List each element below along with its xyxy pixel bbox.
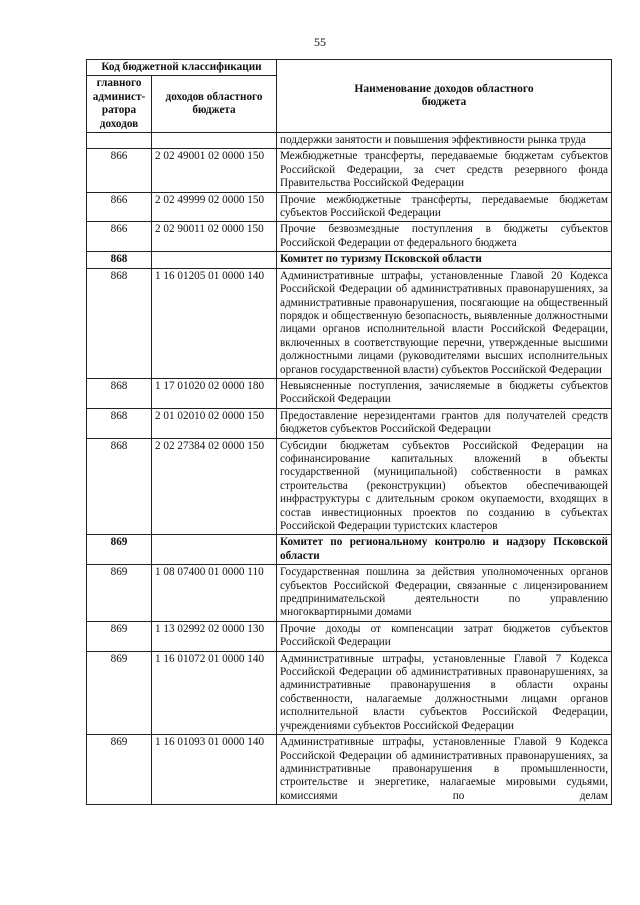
table-row [87,535,612,565]
admin-code-cell: 868 [87,378,152,408]
admin-code-cell: 866 [87,222,152,252]
income-name-cell: Административные штрафы, установленные Главой 9 Кодекса Российской Федерации об административных правонарушениях, за административные правонарушения в промышленности, строительстве и энергетике, налагаемые мировыми судьями, комиссиями по делам [277,735,612,805]
table-row [87,149,612,192]
income-name-cell: Государственная пошлина за действия уполномоченных органов субъектов Российской Федерации, связанные с лицензированием предпринимательской деятельности по управлению многоквартирными домами [277,565,612,622]
income-name-cell: Прочие безвозмездные поступления в бюджеты субъектов Российской Федерации от федерального бюджета [277,222,612,252]
admin-code-cell: 868 [87,438,152,535]
income-name-cell: Комитет по туризму Псковской области [277,252,612,268]
income-name-cell: Административные штрафы, установленные Главой 7 Кодекса Российской Федерации об административных правонарушениях, за административные правонарушения в области охраны собственности, налагаемые должностными лицами органов исполнительной власти субъектов Российской Федерации, учреждениями субъектов Российской Федерации [277,651,612,734]
income-code-cell: 2 01 02010 02 0000 150 [152,408,277,438]
income-code-cell: 2 02 49001 02 0000 150 [152,149,277,192]
income-code-cell: 1 16 01072 01 0000 140 [152,651,277,734]
income-name-cell: поддержки занятости и повышения эффективности рынка труда [277,133,612,149]
income-code-cell: 1 13 02992 02 0000 130 [152,621,277,651]
income-code-cell: 1 08 07400 01 0000 110 [152,565,277,622]
income-name-cell: Предоставление нерезидентами грантов для получателей средств бюджетов субъектов Российской Федерации [277,408,612,438]
admin-code-cell: 869 [87,565,152,622]
table-row [87,735,612,805]
table-row [87,378,612,408]
income-code-cell: 2 02 90011 02 0000 150 [152,222,277,252]
income-code-cell [152,133,277,149]
budget-classification-table [86,59,612,805]
admin-code-cell: 869 [87,621,152,651]
income-name-cell: Комитет по региональному контролю и надзору Псковской области [277,535,612,565]
income-name-cell: Прочие межбюджетные трансферты, передаваемые бюджетам субъектов Российской Федерации [277,192,612,222]
income-code-cell: 2 02 27384 02 0000 150 [152,438,277,535]
table-row [87,621,612,651]
table-row [87,565,612,622]
header-income: доходов областного бюджета [152,76,277,133]
table-body [87,133,612,805]
income-code-cell: 1 16 01205 01 0000 140 [152,268,277,378]
table-row [87,438,612,535]
admin-code-cell: 866 [87,192,152,222]
income-code-cell [152,535,277,565]
header-name: Наименование доходов областного бюджета [277,60,612,133]
admin-code-cell: 868 [87,252,152,268]
table-row [87,252,612,268]
admin-code-cell: 869 [87,735,152,805]
income-name-cell: Невыясненные поступления, зачисляемые в бюджеты субъектов Российской Федерации [277,378,612,408]
admin-code-cell: 869 [87,651,152,734]
admin-code-cell: 868 [87,408,152,438]
header-admin: главного админист-ратора доходов [87,76,152,133]
income-code-cell: 1 16 01093 01 0000 140 [152,735,277,805]
admin-code-cell: 868 [87,268,152,378]
page-number: 55 [314,35,326,49]
income-name-cell: Межбюджетные трансферты, передаваемые бюджетам субъектов Российской Федерации, за счет средств резервного фонда Правительства Российской Федерации [277,149,612,192]
table-row [87,408,612,438]
income-name-cell: Прочие доходы от компенсации затрат бюджетов субъектов Российской Федерации [277,621,612,651]
table-row [87,222,612,252]
header-code-group: Код бюджетной классификации [87,60,277,76]
income-name-cell: Субсидии бюджетам субъектов Российской Федерации на софинансирование капитальных вложений в объекты государственной (муниципальной) собственности в рамках строительства (реконструкции) объектов обеспечивающей инфраструктуры с длительным сроком окупаемости, входящих в состав инвестиционных проектов по созданию в субъектах Российской Федерации туристских кластеров [277,438,612,535]
income-name-cell: Административные штрафы, установленные Главой 20 Кодекса Российской Федерации об административных правонарушениях, за административные правонарушения, посягающие на общественный порядок и общественную безопасность, выявленные должностными лицами органов исполнительной власти Российской Федерации, включенных в соответствующие перечни, утвержденные высшими должностными лицами (руководителями высших исполнительных органов государственной власти) субъектов Российской Федерации [277,268,612,378]
admin-code-cell [87,133,152,149]
table-row [87,133,612,149]
admin-code-cell: 869 [87,535,152,565]
income-code-cell: 1 17 01020 02 0000 180 [152,378,277,408]
table-row [87,651,612,734]
income-code-cell: 2 02 49999 02 0000 150 [152,192,277,222]
table-row [87,268,612,378]
admin-code-cell: 866 [87,149,152,192]
income-code-cell [152,252,277,268]
table-row [87,192,612,222]
